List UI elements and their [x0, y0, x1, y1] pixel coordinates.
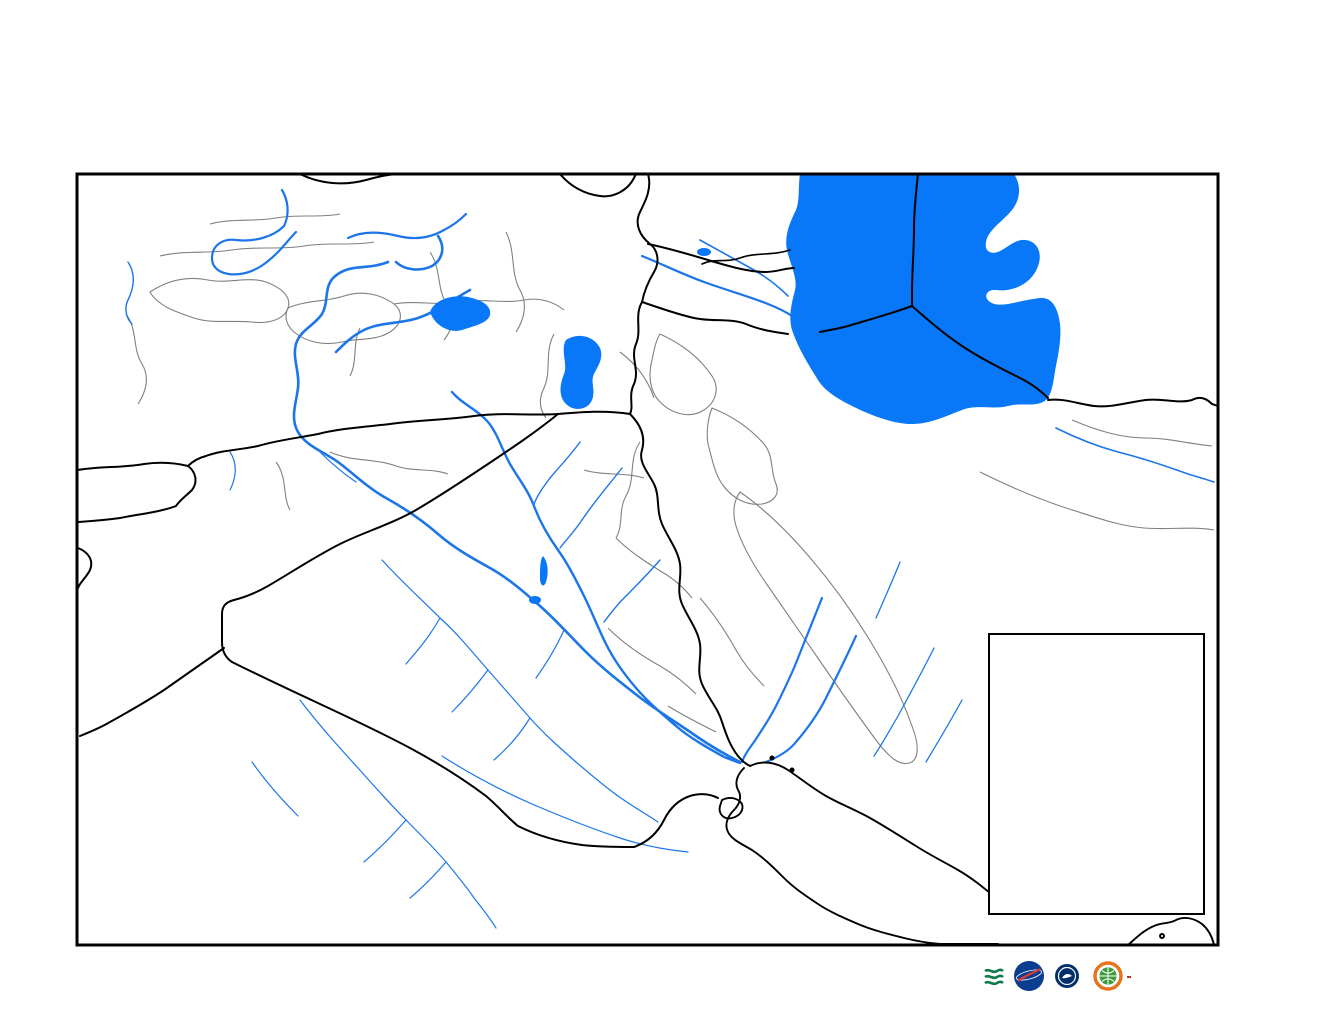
rivers-zagros [742, 562, 962, 762]
usaid-logo [1054, 963, 1084, 989]
river-gorgan [1056, 428, 1214, 482]
wadis [230, 452, 688, 928]
legend [988, 633, 1205, 915]
lake-tharthar [540, 556, 548, 585]
lake-urmia [561, 336, 602, 409]
river-tigris [452, 392, 740, 763]
usgs-logo [984, 966, 1004, 986]
caspian-sea [786, 174, 1060, 424]
logo-strip [984, 953, 1131, 999]
fewsnet-logo [1093, 961, 1131, 991]
lake-razzaza [529, 596, 541, 604]
river-euphrates [294, 236, 740, 762]
fewsnet-banner [1127, 976, 1131, 978]
water-bodies [430, 174, 1060, 604]
fewsnet-globe-icon [1093, 961, 1123, 991]
nasa-logo [1013, 960, 1045, 992]
usaid-seal-icon [1054, 963, 1080, 989]
usgs-wave-icon [984, 966, 1004, 988]
lake-van [430, 296, 490, 331]
lake-sevan [697, 248, 711, 256]
